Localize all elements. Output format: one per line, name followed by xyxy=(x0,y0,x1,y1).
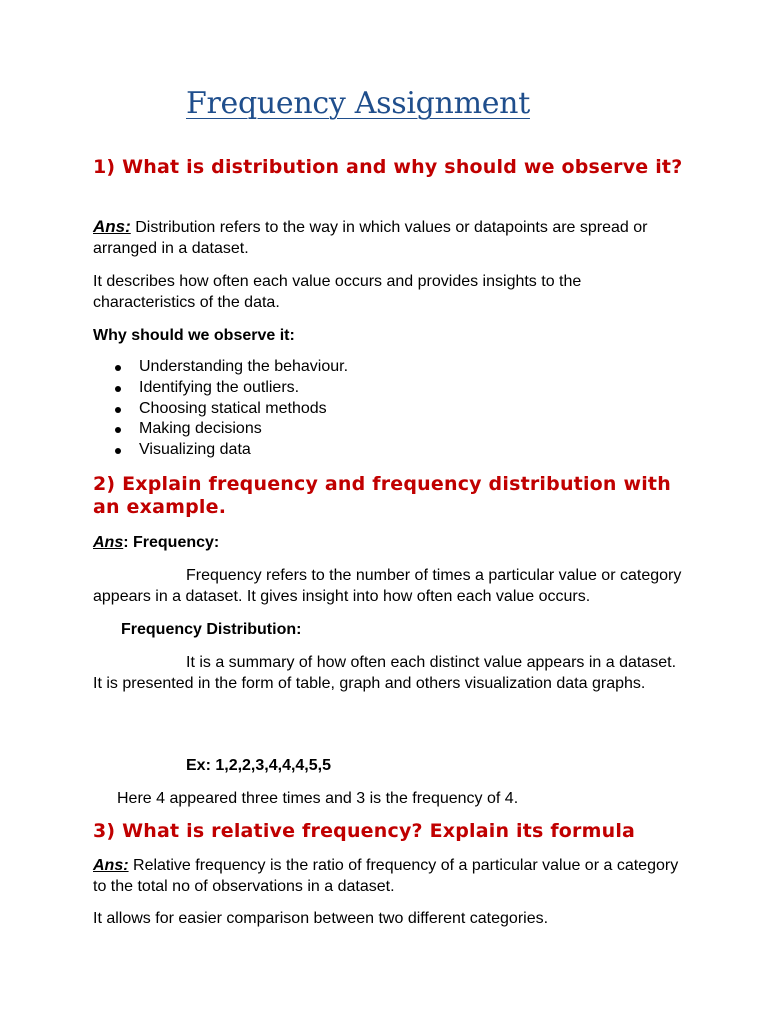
frequency-subheading: : Frequency: xyxy=(123,534,220,551)
list-item: Identifying the outliers. xyxy=(114,378,348,399)
bullet-icon xyxy=(115,365,121,371)
example-explanation: Here 4 appeared three times and 3 is the frequency of 4. xyxy=(117,790,519,807)
bullet-icon xyxy=(115,407,121,413)
list-item: Understanding the behaviour. xyxy=(114,357,348,378)
question-1-answer xyxy=(93,216,683,259)
question-2-heading: 2) Explain frequency and frequency distribution with an example. xyxy=(93,473,671,518)
list-item: Making decisions xyxy=(114,419,348,440)
answer-label: Ans: xyxy=(93,857,129,874)
question-1-heading: 1) What is distribution and why should we observe it? xyxy=(93,156,683,178)
bullet-icon xyxy=(115,448,121,454)
question-3-paragraph: It allows for easier comparison between two different categories. xyxy=(93,910,549,927)
bullet-icon xyxy=(115,386,121,392)
frequency-distribution-definition: It is a summary of how often each distinct value appears in a dataset. It is presented in the form of table, graph and others visualization data graphs. xyxy=(93,654,677,692)
question-2-answer-label xyxy=(93,532,683,553)
list-item: Visualizing data xyxy=(114,440,348,461)
example-values: Ex: 1,2,2,3,4,4,4,5,5 xyxy=(186,757,331,774)
answer-label: Ans: xyxy=(93,217,131,236)
list-item: Choosing statical methods xyxy=(114,399,348,420)
question-1-paragraph: It describes how often each value occurs and provides insights to the characteristics of the data. xyxy=(93,273,582,311)
bullet-icon xyxy=(115,427,121,433)
answer-text: Relative frequency is the ratio of frequency of a particular value or a category to the total no of observations in a dataset. xyxy=(93,857,679,895)
answer-label: Ans xyxy=(93,534,124,551)
frequency-definition: Frequency refers to the number of times a particular value or category appears in a dataset. It gives insight into how often each value occurs. xyxy=(93,567,682,605)
question-3-heading: 3) What is relative frequency? Explain its formula xyxy=(93,820,636,842)
question-3-answer xyxy=(93,855,683,897)
frequency-distribution-heading: Frequency Distribution: xyxy=(121,621,302,638)
why-observe-heading: Why should we observe it: xyxy=(93,327,295,344)
reasons-list xyxy=(114,357,348,461)
answer-text: Distribution refers to the way in which values or datapoints are spread or arranged in a dataset. xyxy=(93,219,648,257)
document-title: Frequency Assignment xyxy=(186,86,530,121)
